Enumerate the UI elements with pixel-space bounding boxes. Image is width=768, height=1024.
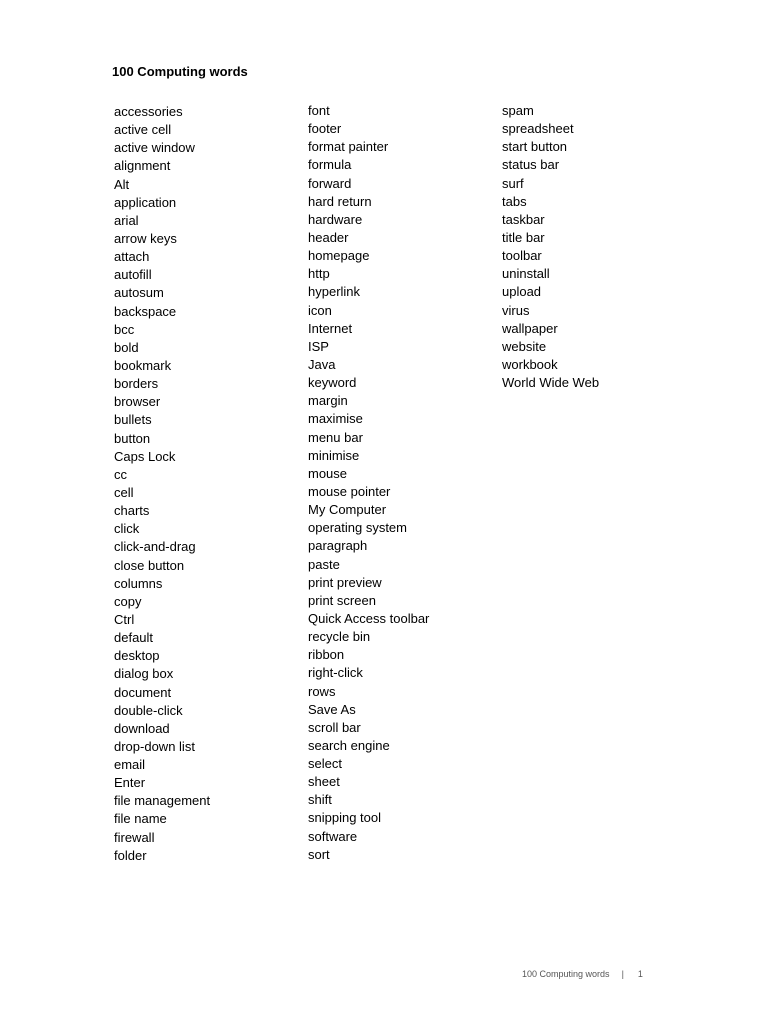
word-item: rows [308,683,336,699]
word-item: workbook [502,356,558,372]
word-item: print preview [308,574,382,590]
page-title: 100 Computing words [112,64,248,79]
word-item: surf [502,175,524,191]
footer-title: 100 Computing words [522,969,610,979]
word-column-3 [502,102,599,392]
word-item: margin [308,393,348,409]
word-item: autosum [114,285,164,301]
word-item: virus [502,302,530,318]
word-item: spreadsheet [502,121,574,137]
footer-separator: | [621,969,624,979]
word-item: bookmark [114,357,172,373]
word-item: font [308,103,330,118]
word-item: cc [114,466,127,482]
word-item: folder [114,847,147,863]
word-item: Java [308,356,336,372]
word-item: operating system [308,520,407,536]
word-item: Save As [308,701,356,717]
word-item: arial [114,212,139,228]
word-item: alignment [114,158,171,174]
word-item: homepage [308,248,370,264]
word-item: firewall [114,829,155,845]
word-item: autofill [114,267,152,283]
word-item: columns [114,575,163,591]
word-item: sort [308,846,330,862]
word-item: accessories [114,104,183,119]
word-item: drop-down list [114,738,195,754]
word-item: Ctrl [114,611,135,627]
word-item: mouse pointer [308,483,391,499]
word-item: menu bar [308,429,363,445]
word-item: scroll bar [308,719,361,735]
word-item: file management [114,793,211,809]
word-item: maximise [308,411,363,427]
word-item: footer [308,121,342,137]
word-item: file name [114,811,167,827]
word-item: right-click [308,665,363,681]
word-item: double-click [114,702,183,718]
word-item: hardware [308,211,363,227]
word-item: Quick Access toolbar [308,610,430,626]
word-item: click-and-drag [114,539,196,555]
word-item: application [114,194,177,210]
word-item: header [308,229,349,245]
word-item: select [308,756,342,772]
word-item: ISP [308,338,329,354]
word-item: click [114,521,140,537]
word-item: recycle bin [308,629,371,645]
word-item: Alt [114,176,130,192]
word-item: minimise [308,447,360,463]
word-item: sheet [308,774,340,790]
word-item: attach [114,249,150,265]
word-item: mouse [308,465,348,481]
word-item: spam [502,103,534,118]
word-item: hard return [308,193,372,209]
word-item: formula [308,157,352,173]
word-item: dialog box [114,666,174,682]
word-item: download [114,720,170,736]
word-column-2 [308,102,429,864]
word-item: icon [308,302,332,318]
word-item: email [114,757,146,773]
word-item: print screen [308,592,376,608]
word-item: search engine [308,737,390,753]
word-item: paragraph [308,538,368,554]
word-item: bcc [114,321,135,337]
word-item: close button [114,557,185,573]
word-item: uninstall [502,266,550,282]
word-item: ribbon [308,647,345,663]
word-item: active window [114,140,195,156]
word-item: My Computer [308,502,387,518]
word-item: bullets [114,412,152,428]
word-item: shift [308,792,332,808]
word-item: bold [114,339,139,355]
word-column-1 [114,103,210,865]
word-item: backspace [114,303,177,319]
word-item: keyword [308,375,357,391]
word-item: document [114,684,172,700]
page-footer [522,967,643,981]
word-item: paste [308,556,340,572]
word-item: default [114,630,154,646]
word-item: tabs [502,193,527,209]
word-item: format painter [308,139,389,155]
word-item: active cell [114,122,172,138]
word-item: borders [114,376,159,392]
word-item: hyperlink [308,284,361,300]
word-item: http [308,266,330,282]
word-item: website [502,338,547,354]
word-item: World Wide Web [502,375,600,391]
word-item: Enter [114,775,146,791]
word-item: upload [502,284,542,300]
word-item: browser [114,394,161,410]
word-item: toolbar [502,248,542,264]
word-item: status bar [502,157,560,173]
word-item: taskbar [502,211,545,227]
word-item: cell [114,484,134,500]
word-item: desktop [114,648,160,664]
word-item: snipping tool [308,810,381,826]
word-item: title bar [502,229,545,245]
word-item: wallpaper [502,320,558,336]
word-item: charts [114,503,150,519]
word-item: button [114,430,151,446]
word-item: start button [502,139,568,155]
word-item: arrow keys [114,230,177,246]
word-item: Caps Lock [114,448,176,464]
page-number: 1 [637,969,643,979]
word-item: software [308,828,358,844]
word-item: copy [114,593,142,609]
word-item: Internet [308,320,353,336]
word-item: forward [308,175,352,191]
